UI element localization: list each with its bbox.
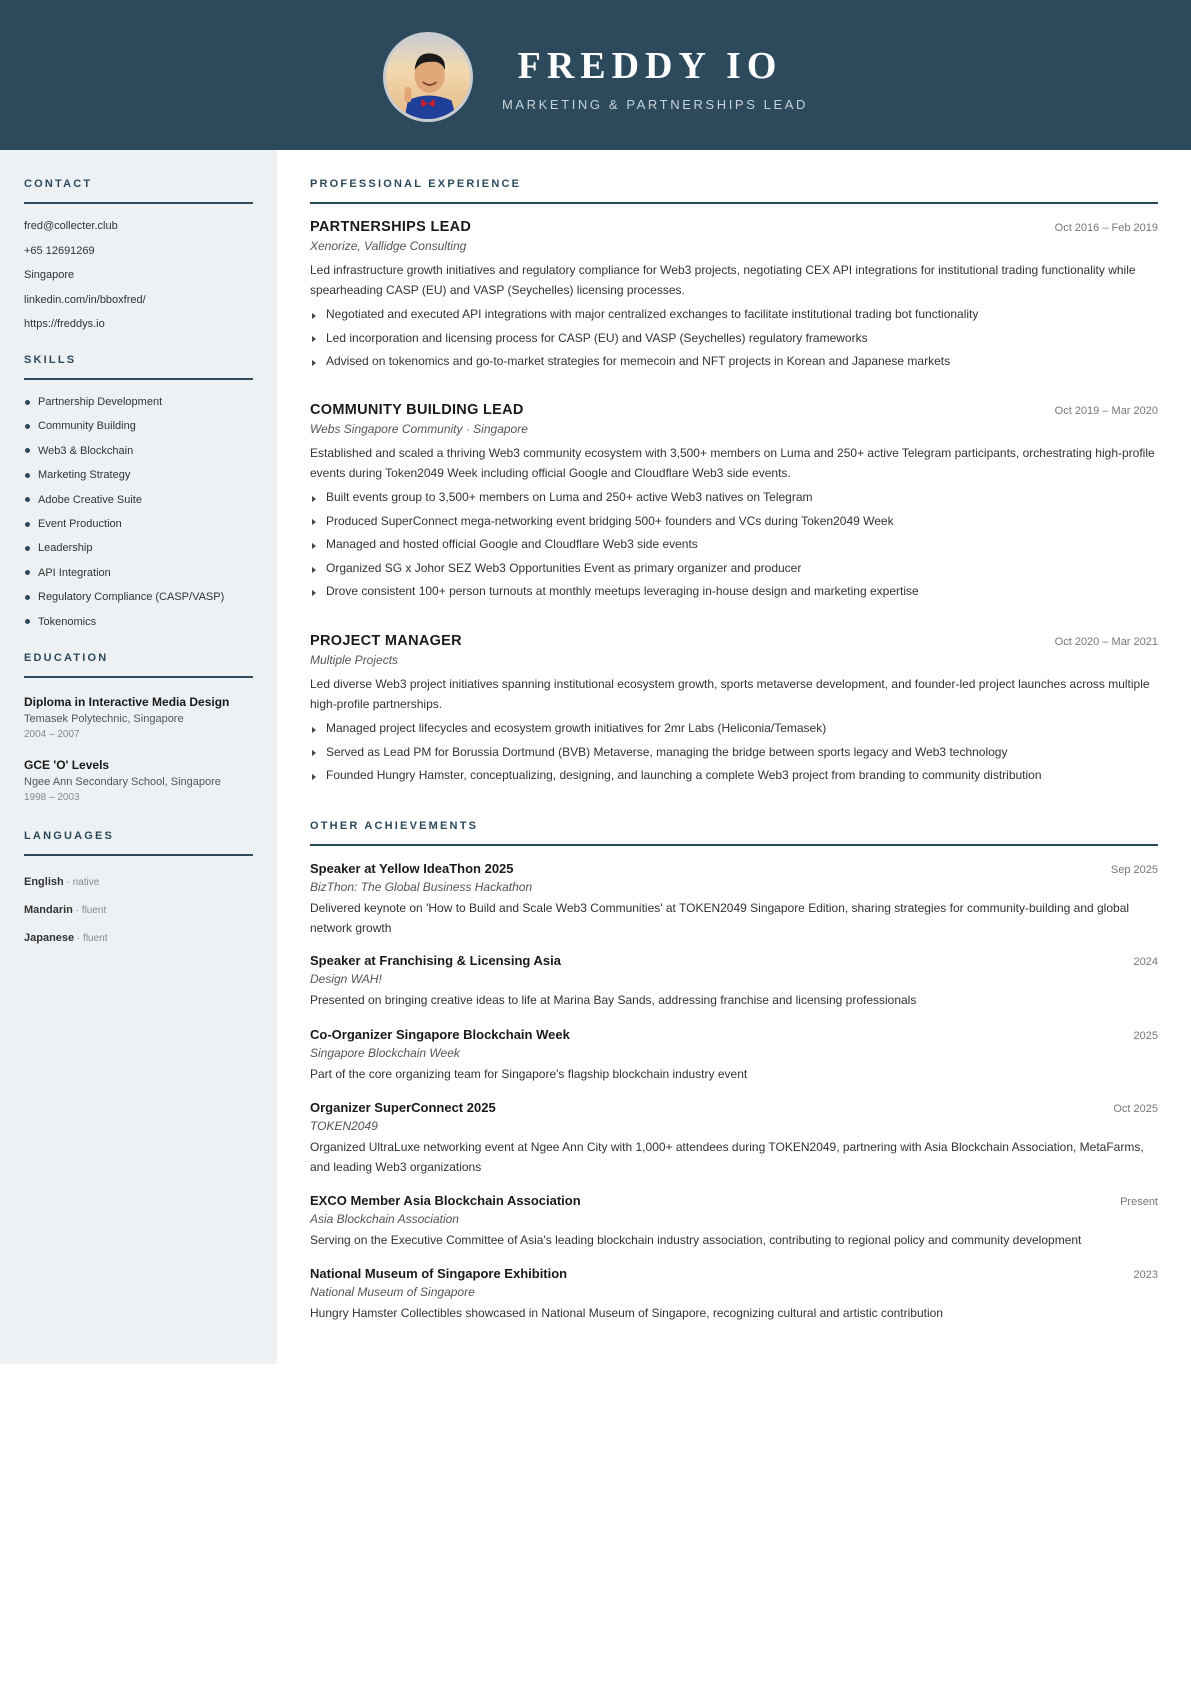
achievement-title: Speaker at Yellow IdeaThon 2025 — [310, 861, 514, 876]
triangle-bullet-icon — [312, 336, 316, 342]
triangle-bullet-icon — [312, 567, 316, 573]
triangle-bullet-icon — [312, 496, 316, 502]
section-title-achievements: OTHER ACHIEVEMENTS — [310, 820, 479, 832]
job-bullet — [310, 303, 1158, 327]
achievement-date: Sep 2025 — [1110, 864, 1158, 876]
education-entry — [24, 757, 253, 806]
achievement-entry — [310, 1193, 1158, 1251]
education-school: Temasek Polytechnic, Singapore — [24, 713, 184, 725]
profile-photo-icon — [386, 35, 470, 119]
skill-label: Event Production — [38, 517, 122, 530]
skill-item — [24, 414, 253, 438]
triangle-bullet-icon — [312, 750, 316, 756]
achievement-date: 2024 — [1133, 956, 1158, 968]
language-name: Japanese — [24, 932, 75, 944]
section-title-skills: SKILLS — [24, 354, 77, 366]
bullet-dot-icon — [25, 400, 30, 405]
job-date: Oct 2016 – Feb 2019 — [1054, 222, 1158, 234]
achievement-title: National Museum of Singapore Exhibition — [310, 1266, 568, 1281]
resume-header — [0, 0, 1191, 150]
bullet-dot-icon — [25, 473, 30, 478]
skill-label: Tokenomics — [38, 615, 97, 628]
skill-label: Web3 & Blockchain — [38, 444, 134, 457]
job-bullets — [310, 303, 1158, 374]
profile-photo — [383, 32, 473, 122]
bullet-text: Advised on tokenomics and go-to-market strategies for memecoin and NFT projects in Korean and Japanese markets — [326, 354, 951, 369]
sidebar — [0, 150, 277, 1364]
job-summary: Led infrastructure growth initiatives and regulatory compliance for Web3 projects, negotiating CEX API integrations for institutional trading functionality while spearheading CASP (EU) and VASP (Seychelles) licensing processes. — [310, 263, 1136, 297]
bullet-dot-icon — [25, 546, 30, 551]
contact-website[interactable]: https://freddys.io — [24, 318, 105, 330]
triangle-bullet-icon — [312, 519, 316, 525]
job-bullets — [310, 486, 1158, 604]
bullet-text: Managed and hosted official Google and Cloudflare Web3 side events — [326, 537, 698, 552]
triangle-bullet-icon — [312, 313, 316, 319]
achievement-organization: TOKEN2049 — [310, 1119, 378, 1133]
bullet-dot-icon — [25, 619, 30, 624]
skill-label: API Integration — [38, 566, 111, 579]
job-entry — [310, 633, 1158, 788]
job-bullet — [310, 557, 1158, 581]
section-title-contact: CONTACT — [24, 178, 93, 190]
skill-item — [24, 610, 253, 634]
bullet-text: Negotiated and executed API integrations with major centralized exchanges to facilitate institutional trading bot functionality — [326, 307, 979, 321]
contact-section — [24, 178, 253, 337]
bullet-dot-icon — [25, 448, 30, 453]
section-divider — [24, 378, 253, 380]
education-years: 2004 – 2007 — [24, 729, 80, 740]
skill-item — [24, 536, 253, 560]
skill-label: Community Building — [38, 420, 136, 433]
section-divider — [310, 202, 1158, 204]
skill-label: Marketing Strategy — [38, 469, 131, 482]
achievement-title: Organizer SuperConnect 2025 — [310, 1100, 496, 1115]
experience-section-header — [310, 178, 1158, 204]
candidate-headline: MARKETING & PARTNERSHIPS LEAD — [501, 97, 809, 112]
skill-item — [24, 512, 253, 536]
job-bullet — [310, 717, 1158, 741]
skill-item — [24, 463, 253, 487]
education-degree: GCE 'O' Levels — [24, 758, 110, 772]
bullet-text: Managed project lifecycles and ecosystem growth initiatives for 2mr Labs (Heliconia/Temasek) — [326, 721, 827, 735]
languages-section — [24, 830, 253, 952]
achievements-section-header — [310, 820, 1158, 846]
achievement-description: Hungry Hamster Collectibles showcased in National Museum of Singapore, recognizing cultural and artistic contribution — [310, 1306, 943, 1320]
job-date: Oct 2019 – Mar 2020 — [1054, 405, 1158, 417]
achievement-date: 2025 — [1133, 1030, 1158, 1042]
section-divider — [24, 854, 253, 856]
contact-email[interactable]: fred@collecter.club — [24, 220, 118, 232]
bullet-dot-icon — [25, 522, 30, 527]
job-bullet — [310, 580, 1158, 604]
job-title: PROJECT MANAGER — [310, 633, 462, 649]
language-item — [24, 924, 253, 952]
achievement-organization: Asia Blockchain Association — [310, 1212, 459, 1226]
skill-item — [24, 390, 253, 414]
section-title-experience: PROFESSIONAL EXPERIENCE — [310, 178, 522, 190]
bullet-dot-icon — [25, 424, 30, 429]
achievement-organization: BizThon: The Global Business Hackathon — [310, 880, 533, 894]
language-level: · native — [63, 877, 100, 888]
job-bullets — [310, 717, 1158, 788]
contact-linkedin[interactable]: linkedin.com/in/bboxfred/ — [24, 293, 146, 306]
bullet-dot-icon — [25, 595, 30, 600]
achievement-entry — [310, 1027, 1158, 1085]
job-bullet — [310, 486, 1158, 510]
language-item — [24, 896, 253, 924]
education-school: Ngee Ann Secondary School, Singapore — [24, 776, 221, 788]
job-summary: Established and scaled a thriving Web3 community ecosystem with 3,500+ members on Luma and 250+ active Telegram participants, orchestrating high-profile events during Token2049 Week including official Google and Cloudflare Web3 side events. — [310, 446, 1155, 480]
job-title: COMMUNITY BUILDING LEAD — [310, 402, 524, 418]
bullet-dot-icon — [25, 570, 30, 575]
language-level: · fluent — [74, 933, 108, 944]
contact-location: Singapore — [24, 269, 75, 281]
achievement-date: 2023 — [1133, 1269, 1158, 1281]
achievement-title: EXCO Member Asia Blockchain Association — [310, 1193, 581, 1208]
candidate-name: FREDDY IO — [517, 45, 783, 87]
job-bullet — [310, 350, 1158, 374]
bullet-dot-icon — [25, 497, 30, 502]
section-divider — [24, 676, 253, 678]
achievement-description: Serving on the Executive Committee of Asia's leading blockchain industry association, contributing to regional policy and community development — [310, 1233, 1082, 1247]
triangle-bullet-icon — [312, 360, 316, 366]
achievement-entry — [310, 1266, 1158, 1324]
language-name: Mandarin — [24, 904, 73, 916]
achievement-title: Co-Organizer Singapore Blockchain Week — [310, 1027, 570, 1042]
skill-label: Leadership — [38, 542, 93, 555]
education-degree: Diploma in Interactive Media Design — [24, 695, 230, 709]
language-name: English — [24, 876, 64, 888]
skill-item — [24, 439, 253, 463]
bullet-text: Drove consistent 100+ person turnouts at monthly meetups leveraging in-house design and marketing expertise — [326, 584, 919, 599]
language-level: · fluent — [72, 905, 107, 916]
job-bullet — [310, 741, 1158, 765]
achievement-entry — [310, 953, 1158, 1011]
achievement-description: Part of the core organizing team for Singapore's flagship blockchain industry event — [310, 1067, 748, 1081]
bullet-text: Produced SuperConnect mega-networking event bridging 500+ founders and VCs during Token2049 Week — [326, 513, 894, 528]
job-bullet — [310, 533, 1158, 557]
triangle-bullet-icon — [312, 774, 316, 780]
skill-item — [24, 585, 253, 609]
bullet-text: Served as Lead PM for Borussia Dortmund (BVB) Metaverse, managing the bridge between sports legacy and Web3 technology — [326, 744, 1008, 759]
bullet-text: Organized SG x Johor SEZ Web3 Opportunities Event as primary organizer and producer — [326, 560, 802, 575]
language-item — [24, 868, 253, 896]
achievement-organization: Design WAH! — [310, 972, 382, 986]
job-organization: Multiple Projects — [310, 653, 399, 667]
triangle-bullet-icon — [312, 543, 316, 549]
job-summary: Led diverse Web3 project initiatives spanning institutional ecosystem growth, sports metaverse development, and founder-led project launches across multiple high-profile partnerships. — [310, 677, 1150, 711]
section-title-education: EDUCATION — [24, 652, 109, 664]
skills-section — [24, 354, 253, 634]
triangle-bullet-icon — [312, 590, 316, 596]
job-bullet — [310, 510, 1158, 534]
skill-label: Partnership Development — [38, 396, 163, 408]
job-entry — [310, 219, 1158, 374]
achievement-title: Speaker at Franchising & Licensing Asia — [310, 953, 561, 968]
achievement-entry — [310, 1100, 1158, 1177]
job-title: PARTNERSHIPS LEAD — [310, 219, 472, 235]
job-date: Oct 2020 – Mar 2021 — [1054, 636, 1158, 648]
section-divider — [310, 844, 1158, 846]
contact-phone[interactable]: +65 12691269 — [24, 244, 95, 257]
education-years: 1998 – 2003 — [24, 792, 80, 803]
bullet-text: Built events group to 3,500+ members on Luma and 250+ active Web3 natives on Telegram — [326, 490, 813, 504]
education-entry — [24, 694, 253, 743]
achievement-organization: Singapore Blockchain Week — [310, 1046, 460, 1060]
job-entry — [310, 402, 1158, 604]
achievement-entry — [310, 861, 1158, 938]
skill-label: Regulatory Compliance (CASP/VASP) — [38, 591, 225, 604]
section-divider — [24, 202, 253, 204]
job-organization: Webs Singapore Community · Singapore — [310, 422, 528, 436]
section-title-languages: LANGUAGES — [24, 830, 115, 842]
skill-item — [24, 488, 253, 512]
skill-item — [24, 561, 253, 585]
job-bullet — [310, 764, 1158, 788]
achievement-description: Presented on bringing creative ideas to life at Marina Bay Sands, addressing franchise and licensing professionals — [310, 993, 917, 1007]
education-section — [24, 652, 253, 820]
achievement-date: Oct 2025 — [1113, 1103, 1158, 1115]
achievement-description: Delivered keynote on 'How to Build and Scale Web3 Communities' at TOKEN2049 Singapore Edition, sharing strategies for community-building and global network growth — [310, 901, 1130, 935]
achievement-date: Present — [1120, 1196, 1158, 1208]
bullet-text: Led incorporation and licensing process for CASP (EU) and VASP (Seychelles) regulatory frameworks — [326, 330, 868, 345]
skill-label: Adobe Creative Suite — [38, 493, 142, 506]
job-bullet — [310, 327, 1158, 351]
bullet-text: Founded Hungry Hamster, conceptualizing, designing, and launching a complete Web3 project from branding to community distribution — [326, 768, 1042, 783]
achievement-organization: National Museum of Singapore — [310, 1285, 475, 1299]
achievement-description: Organized UltraLuxe networking event at Ngee Ann City with 1,000+ attendees during TOKEN2049, partnering with Asia Blockchain Association, MetaFarms, and leading Web3 organizations — [310, 1140, 1144, 1174]
job-organization: Xenorize, Vallidge Consulting — [310, 239, 467, 253]
triangle-bullet-icon — [312, 727, 316, 733]
